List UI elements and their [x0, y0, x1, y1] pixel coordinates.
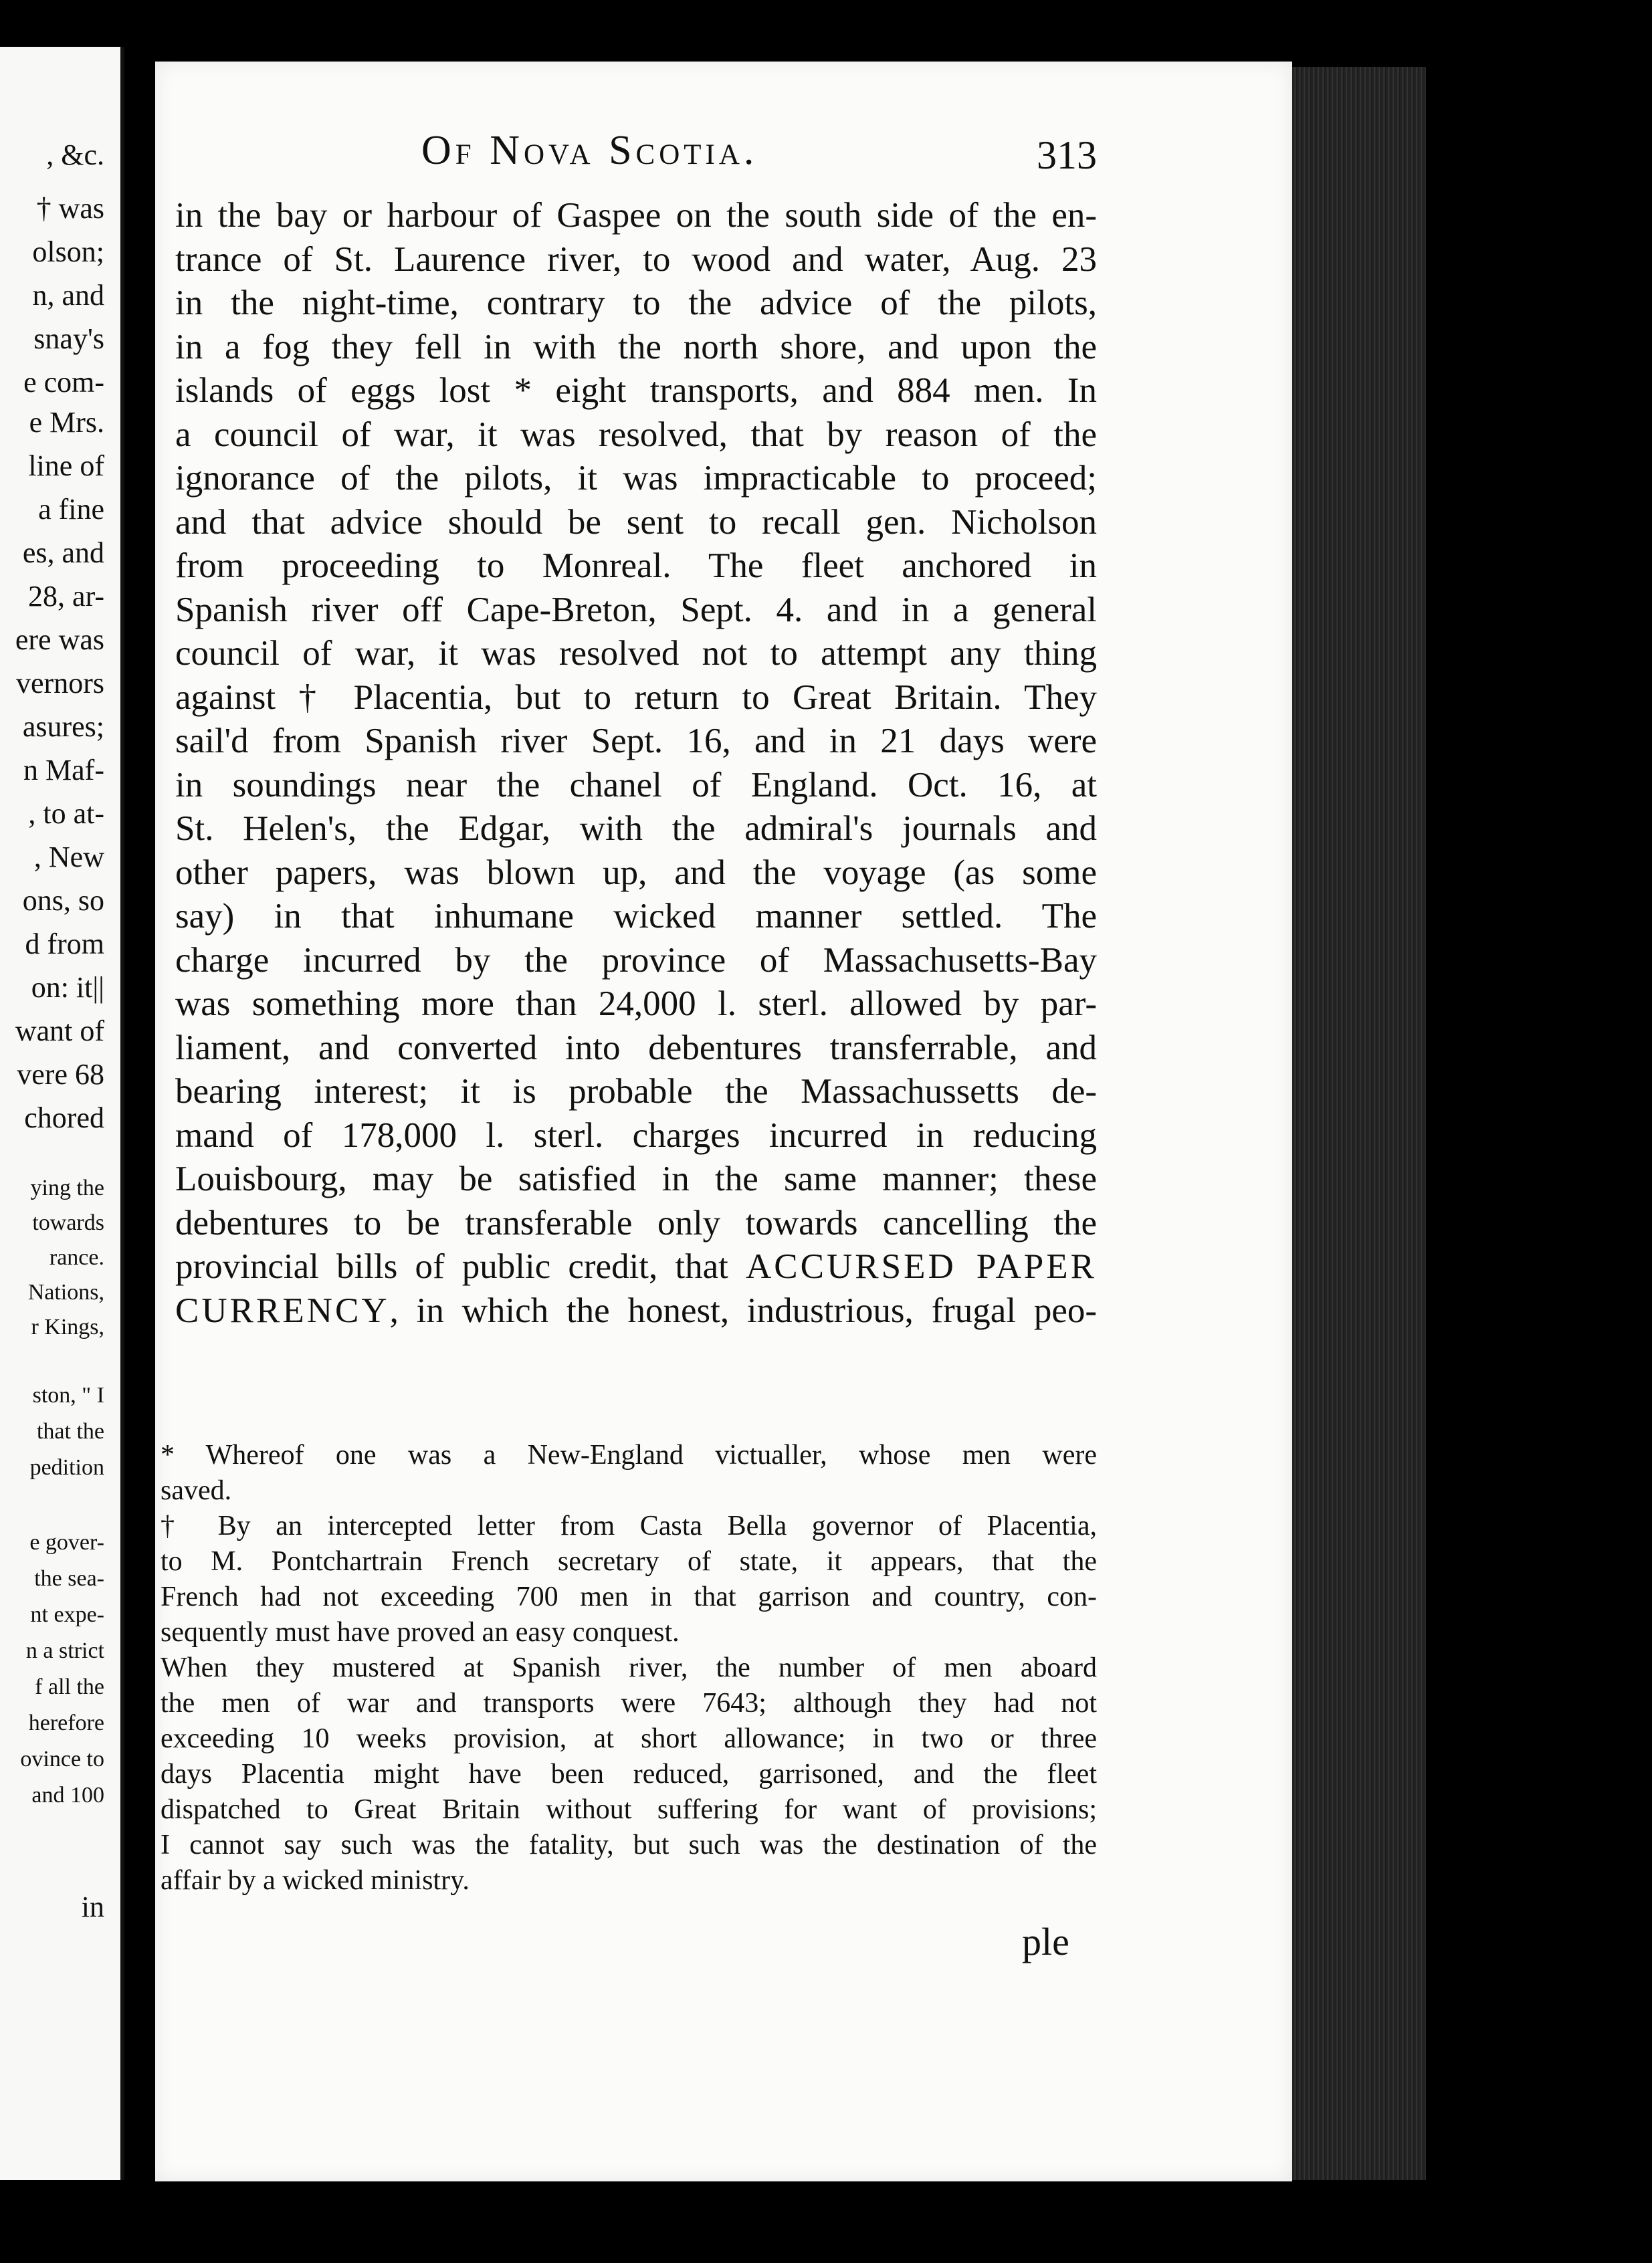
- facing-page-text-fragment: ere was: [15, 623, 104, 656]
- facing-page-text-fragment: † was: [36, 192, 104, 225]
- catchword: ple: [1022, 1920, 1069, 1963]
- footnote-line: exceeding 10 weeks provision, at short allowance; in two or three: [161, 1723, 1097, 1754]
- body-line: Spanish river off Cape-Breton, Sept. 4. and in a general: [175, 590, 1097, 629]
- footnote-line: I cannot say such was the fatality, but such was the destination of the: [161, 1830, 1097, 1860]
- facing-page-fragment: [0, 47, 124, 2180]
- facing-page-text-fragment: olson;: [32, 235, 104, 268]
- facing-page-text-fragment: Nations,: [27, 1280, 104, 1305]
- body-line: provincial bills of public credit, that ACCURSED PAPER: [175, 1247, 1097, 1286]
- body-line: trance of St. Laurence river, to wood and water, Aug. 23: [175, 239, 1097, 279]
- facing-page-text-fragment: in: [81, 1891, 104, 1923]
- facing-page-text-fragment: and 100: [31, 1783, 104, 1808]
- running-head: Of Nova Scotia.: [421, 128, 758, 173]
- body-line: against † Placentia, but to return to Great Britain. They: [175, 677, 1097, 717]
- page-header: [268, 127, 1097, 187]
- facing-page-text-fragment: , New: [33, 841, 104, 873]
- footnote-line: * Whereof one was a New-England victualler, whose men were: [161, 1440, 1097, 1471]
- facing-page-text-fragment: the sea-: [34, 1566, 104, 1591]
- facing-page-text-fragment: line of: [28, 449, 104, 482]
- body-line: CURRENCY, in which the honest, industrious, frugal peo-: [175, 1291, 1097, 1330]
- facing-page-text-fragment: , &c.: [46, 138, 104, 171]
- body-line: say) in that inhumane wicked manner settled. The: [175, 897, 1097, 936]
- facing-page-text-fragment: chored: [24, 1101, 104, 1134]
- footnote-line: dispatched to Great Britain without suffering for want of provisions;: [161, 1794, 1097, 1825]
- body-line: in soundings near the chanel of England. Oct. 16, at: [175, 765, 1097, 804]
- footnote-line: French had not exceeding 700 men in that garrison and country, con-: [161, 1582, 1097, 1612]
- facing-page-text-fragment: n, and: [32, 279, 104, 312]
- facing-page-text-fragment: , to at-: [28, 797, 104, 830]
- facing-page-text-fragment: n Maf-: [23, 754, 104, 786]
- facing-page-text-fragment: want of: [15, 1014, 104, 1047]
- body-line: sail'd from Spanish river Sept. 16, and in 21 days were: [175, 722, 1097, 760]
- body-line: St. Helen's, the Edgar, with the admiral's journals and: [175, 809, 1097, 848]
- facing-page-text-fragment: rance.: [49, 1245, 104, 1270]
- body-line: from proceeding to Monreal. The fleet anchored in: [175, 546, 1097, 585]
- footnote-line: † By an intercepted letter from Casta Bella governor of Placentia,: [161, 1511, 1097, 1541]
- body-line: liament, and converted into debentures transferrable, and: [175, 1028, 1097, 1067]
- footnotes: [161, 1438, 1097, 1899]
- facing-page-text-fragment: ovince to: [20, 1747, 104, 1771]
- facing-page-text-fragment: snay's: [33, 322, 104, 355]
- facing-page-text-fragment: e com-: [23, 366, 104, 399]
- facing-page-text-fragment: herefore: [28, 1711, 104, 1735]
- body-line: in a fog they fell in with the north shore, and upon the: [175, 327, 1097, 366]
- footnote-line: to M. Pontchartrain French secretary of state, it appears, that the: [161, 1546, 1097, 1577]
- facing-page-text-fragment: ons, so: [22, 884, 104, 917]
- facing-page-text-fragment: e gover-: [29, 1530, 104, 1555]
- footnote-line: the men of war and transports were 7643; although they had not: [161, 1688, 1097, 1719]
- body-line: a council of war, it was resolved, that by reason of the: [175, 415, 1097, 454]
- facing-page-text-fragment: e Mrs.: [29, 406, 104, 439]
- footnote-line: days Placentia might have been reduced, garrisoned, and the fleet: [161, 1759, 1097, 1790]
- facing-page-text-fragment: that the: [36, 1419, 104, 1444]
- body-line: was something more than 24,000 l. sterl. allowed by par-: [175, 984, 1097, 1023]
- body-line: Louisbourg, may be satisfied in the same manner; these: [175, 1160, 1097, 1198]
- footnote-line: When they mustered at Spanish river, the number of men aboard: [161, 1652, 1097, 1683]
- facing-page-text-fragment: nt expe-: [30, 1602, 104, 1627]
- footnote-line: saved.: [161, 1475, 232, 1506]
- body-line: charge incurred by the province of Massachusetts-Bay: [175, 940, 1097, 980]
- body-line: mand of 178,000 l. sterl. charges incurred in reducing: [175, 1115, 1097, 1155]
- facing-page-text-fragment: n a strict: [25, 1638, 104, 1663]
- facing-page-text-fragment: r Kings,: [31, 1315, 104, 1339]
- body-text: [175, 194, 1097, 1333]
- facing-page-text-fragment: a fine: [38, 493, 104, 526]
- body-line: debentures to be transferable only towards cancelling the: [175, 1203, 1097, 1243]
- facing-page-text-fragment: d from: [25, 928, 104, 960]
- page-edges: [1292, 67, 1426, 2180]
- body-line: in the bay or harbour of Gaspee on the south side of the en-: [175, 196, 1097, 235]
- facing-page-text-fragment: towards: [32, 1210, 104, 1235]
- body-line: bearing interest; it is probable the Massachussetts de-: [175, 1072, 1097, 1111]
- body-line: islands of eggs lost * eight transports, and 884 men. In: [175, 371, 1097, 410]
- facing-page-text-fragment: ston, " I: [32, 1383, 104, 1408]
- facing-page-text-fragment: vernors: [16, 667, 104, 699]
- footnote-line: sequently must have proved an easy conquest.: [161, 1617, 680, 1648]
- facing-page-text-fragment: on: it||: [31, 971, 104, 1004]
- footnote-line: affair by a wicked ministry.: [161, 1865, 470, 1896]
- body-line: in the night-time, contrary to the advice of the pilots,: [175, 284, 1097, 322]
- facing-page-text-fragment: vere 68: [17, 1058, 104, 1091]
- facing-page-text-fragment: asures;: [22, 710, 104, 743]
- body-line: other papers, was blown up, and the voyage (as some: [175, 853, 1097, 892]
- facing-page-text-fragment: 28, ar-: [28, 580, 104, 613]
- body-line: and that advice should be sent to recall gen. Nicholson: [175, 502, 1097, 542]
- body-line: ignorance of the pilots, it was impracticable to proceed;: [175, 459, 1097, 498]
- facing-page-text-fragment: f all the: [35, 1675, 104, 1699]
- facing-page-text-fragment: pedition: [29, 1455, 104, 1480]
- facing-page-text-fragment: es, and: [22, 536, 104, 569]
- facing-page-text-fragment: ying the: [30, 1176, 104, 1200]
- page-number: 313: [1037, 133, 1097, 177]
- body-line: council of war, it was resolved not to attempt any thing: [175, 634, 1097, 673]
